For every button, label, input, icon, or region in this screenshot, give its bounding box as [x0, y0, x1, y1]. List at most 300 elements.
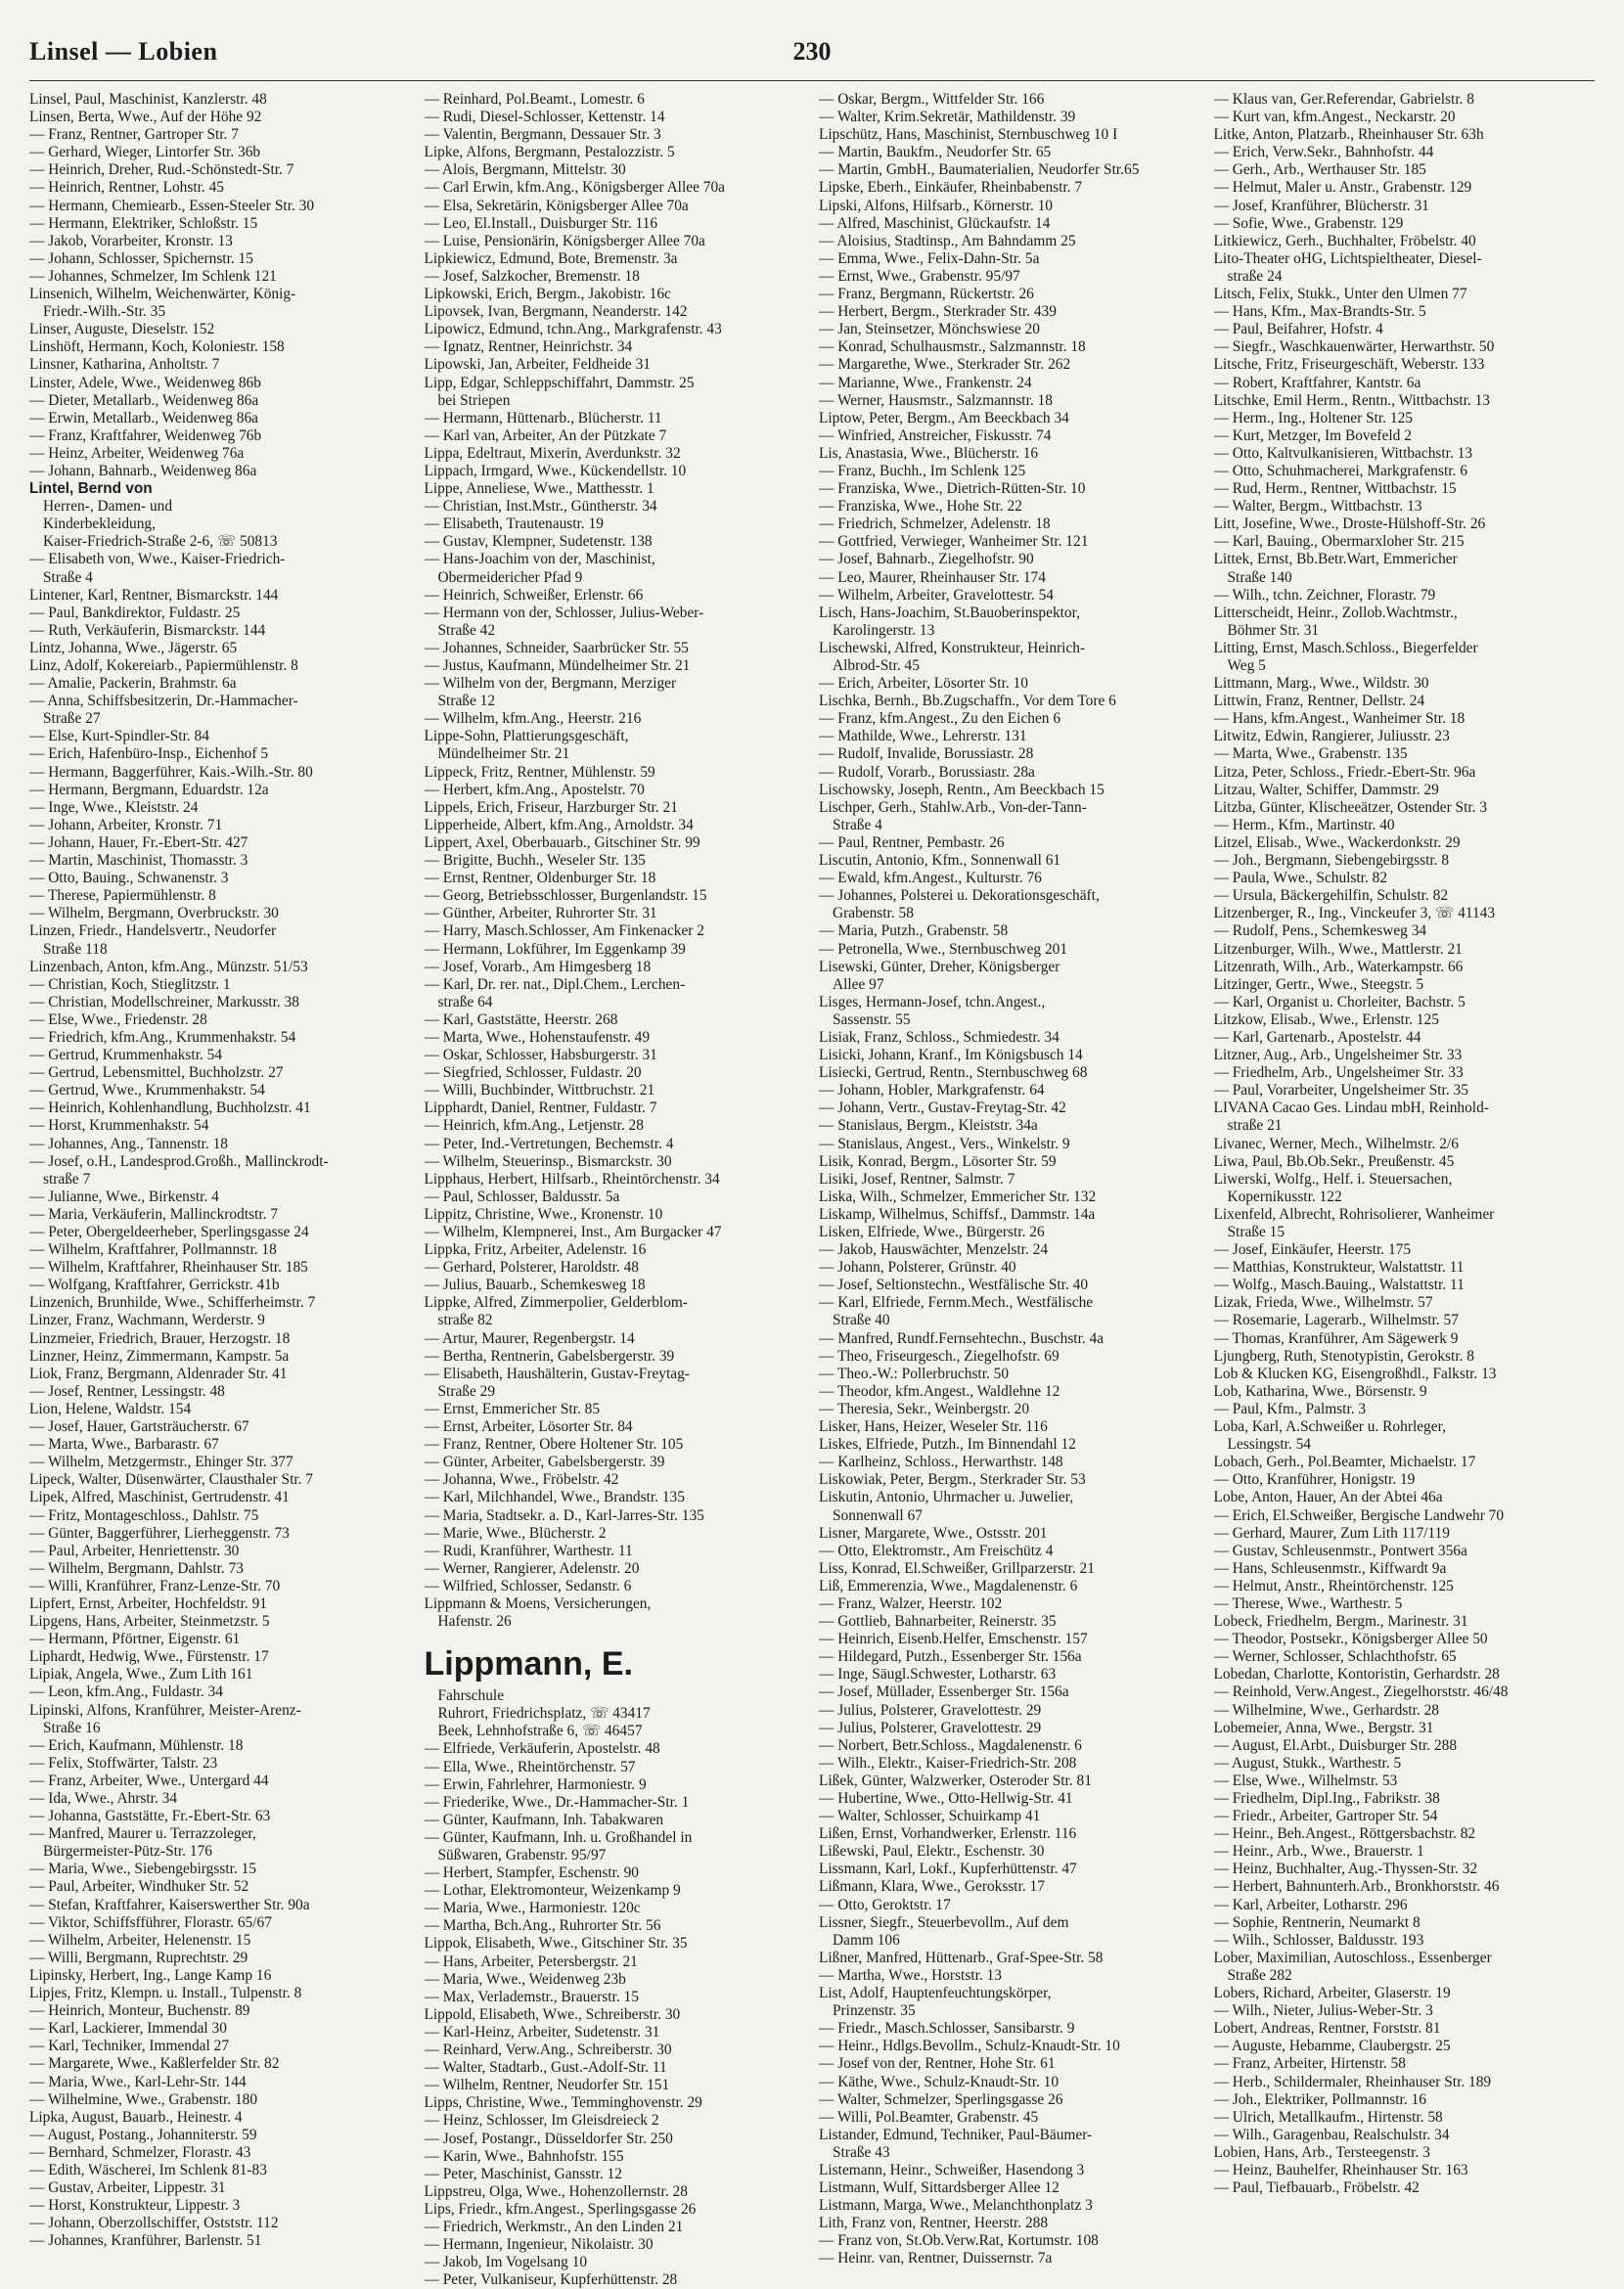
directory-entry: Livanec, Werner, Mech., Wilhelmstr. 2/6: [1213, 1135, 1459, 1152]
directory-entry: — Hermann, Lokführer, Im Eggenkamp 39: [424, 940, 686, 958]
directory-entry: Linster, Adele, Wwe., Weidenweg 86b: [29, 374, 261, 391]
directory-entry: Lippitz, Christine, Wwe., Kronenstr. 10: [424, 1205, 663, 1223]
directory-entry: — Oskar, Schlosser, Habsburgerstr. 31: [424, 1047, 657, 1064]
directory-entry: — Martin, Maschinist, Thomasstr. 3: [29, 852, 248, 870]
directory-entry: — Karl van, Arbeiter, An der Pützkate 7: [424, 426, 667, 444]
column-1: [29, 91, 411, 2289]
directory-entry: — Reinhard, Pol.Beamt., Lomestr. 6: [424, 91, 645, 108]
directory-entry: Lipphaus, Herbert, Hilfsarb., Rheintörchenstr. 34: [424, 1170, 720, 1188]
directory-entry: — Ernst, Arbeiter, Lösorter Str. 84: [424, 1418, 633, 1436]
directory-entry: — Maria, Wwe., Weidenweg 23b: [424, 1970, 626, 1988]
directory-entry: Lippka, Fritz, Arbeiter, Adelenstr. 16: [424, 1241, 647, 1259]
directory-entry: Karolingerstr. 13: [833, 621, 935, 639]
directory-entry: Linzmeier, Friedrich, Brauer, Herzogstr. 18: [29, 1329, 291, 1347]
directory-entry: — Else, Wwe., Wilhelmstr. 53: [1213, 1772, 1398, 1789]
directory-entry: Lipowicz, Edmund, tchn.Ang., Markgrafenstr. 43: [424, 321, 722, 338]
directory-entry: Litterscheidt, Heinr., Zollob.Wachtmstr.,: [1213, 604, 1458, 621]
directory-entry: Lißewski, Paul, Elektr., Eschenstr. 30: [819, 1843, 1045, 1861]
directory-entry: — Wilhelm, Bergmann, Overbruckstr. 30: [29, 905, 279, 922]
directory-entry: — Stefan, Kraftfahrer, Kaiserswerther Str. 90a: [29, 1896, 310, 1913]
directory-entry: — Hans, Schleusenmstr., Kiffwardt 9a: [1213, 1559, 1447, 1577]
directory-entry: — Johann, Polsterer, Grünstr. 40: [819, 1259, 1016, 1277]
directory-entry: — Herbert, Stampfer, Eschenstr. 90: [424, 1864, 639, 1882]
directory-columns: [29, 91, 1595, 2289]
directory-entry: Litzner, Aug., Arb., Ungelsheimer Str. 33: [1213, 1047, 1463, 1064]
directory-entry: — Wilhelm, Kraftfahrer, Rheinhauser Str. 185: [29, 1259, 308, 1277]
directory-entry: Litzba, Günter, Klischeeätzer, Ostender Str. 3: [1213, 798, 1488, 816]
directory-entry: Lipinsky, Herbert, Ing., Lange Kamp 16: [29, 1966, 272, 1984]
directory-entry: — Franz, Kraftfahrer, Weidenweg 76b: [29, 426, 262, 444]
directory-entry: Liskutin, Antonio, Uhrmacher u. Juwelier,: [819, 1489, 1074, 1506]
directory-entry: — Käthe, Wwe., Schulz-Knaudt-Str. 10: [819, 2073, 1060, 2090]
directory-entry: — Herbert, kfm.Ang., Apostelstr. 70: [424, 781, 645, 798]
directory-entry: Lisiak, Franz, Schloss., Schmiedestr. 34: [819, 1028, 1060, 1046]
directory-entry: — Theresia, Sekr., Weinbergstr. 20: [819, 1400, 1030, 1417]
directory-entry: — Elisabeth von, Wwe., Kaiser-Friedrich-: [29, 551, 286, 568]
directory-entry: Lippeck, Fritz, Rentner, Mühlenstr. 59: [424, 763, 655, 781]
directory-entry: — Rudolf, Pens., Schemkesweg 34: [1213, 922, 1427, 940]
directory-entry: — Wilhelm von der, Bergmann, Merziger: [424, 675, 677, 693]
directory-entry: — Paul, Kfm., Palmstr. 3: [1213, 1400, 1367, 1417]
directory-entry: — Maria, Stadtsekr. a. D., Karl-Jarres-Str. 135: [424, 1506, 704, 1524]
directory-entry: — Josef, Hauer, Gartsträucherstr. 67: [29, 1418, 249, 1436]
directory-entry: — Walter, Stadtarb., Gust.-Adolf-Str. 11: [424, 2059, 667, 2077]
directory-entry: — Marianne, Wwe., Frankenstr. 24: [819, 374, 1032, 391]
directory-entry: — Jan, Steinsetzer, Mönchswiese 20: [819, 321, 1040, 338]
directory-entry: Straße 282: [1227, 1966, 1292, 1984]
directory-entry: — Heinr., Hdlgs.Bevollm., Schulz-Knaudt-Str. 10: [819, 2038, 1120, 2055]
directory-entry: Lißen, Ernst, Vorhandwerker, Erlenstr. 116: [819, 1825, 1077, 1843]
directory-entry: straße 7: [43, 1170, 91, 1188]
directory-entry: — Artur, Maurer, Regenbergstr. 14: [424, 1329, 635, 1347]
directory-entry: — Julius, Bauarb., Schemkesweg 18: [424, 1277, 646, 1294]
directory-entry: — Karl, Bauing., Obermarxloher Str. 215: [1213, 533, 1465, 551]
directory-entry: — Herb., Schildermaler, Rheinhauser Str. 189: [1213, 2073, 1492, 2090]
directory-entry: — Hermann, Ingenieur, Nikolaistr. 30: [424, 2236, 654, 2254]
directory-entry: — Julianne, Wwe., Birkenstr. 4: [29, 1188, 219, 1205]
directory-entry: — Justus, Kaufmann, Mündelheimer Str. 21: [424, 657, 691, 674]
directory-entry: — Peter, Vulkaniseur, Kupferhüttenstr. 28: [424, 2271, 678, 2289]
directory-entry: Lion, Helene, Waldstr. 154: [29, 1400, 192, 1417]
directory-entry: — Friedrich, kfm.Ang., Krummenhakstr. 54: [29, 1028, 296, 1046]
directory-entry: — Leo, El.Install., Duisburger Str. 116: [424, 214, 658, 232]
directory-entry: — Johann, Hauer, Fr.-Ebert-Str. 427: [29, 833, 248, 851]
directory-entry: — Hans, Kfm., Max-Brandts-Str. 5: [1213, 303, 1426, 321]
directory-entry: Straße 16: [43, 1719, 101, 1736]
directory-entry: — Amalie, Packerin, Brahmstr. 6a: [29, 675, 237, 693]
directory-entry: Lisken, Elfriede, Wwe., Bürgerstr. 26: [819, 1224, 1045, 1240]
directory-entry: — Karin, Wwe., Bahnhofstr. 155: [424, 2147, 624, 2165]
directory-entry: — Gerhard, Wieger, Lintorfer Str. 36b: [29, 144, 261, 161]
directory-entry: — Marta, Wwe., Barbarastr. 67: [29, 1436, 219, 1454]
directory-entry: — Josef, Bahnarb., Ziegelhofstr. 90: [819, 551, 1034, 568]
directory-entry: Linser, Auguste, Dieselstr. 152: [29, 321, 215, 338]
directory-entry: Kaiser-Friedrich-Straße 2-6, ☏ 50813: [43, 533, 278, 551]
display-advertisement-name: Lippmann, E.: [424, 1645, 633, 1683]
directory-entry: Lober, Maximilian, Autoschloss., Essenberger: [1213, 1949, 1492, 1966]
directory-entry: Hafenstr. 26: [437, 1613, 512, 1631]
directory-entry: Lintel, Bernd von: [29, 480, 153, 498]
directory-entry: Lipkiewicz, Edmund, Bote, Bremenstr. 3a: [424, 249, 678, 267]
directory-entry: straße 21: [1227, 1117, 1283, 1135]
directory-entry: — Gertrud, Krummenhakstr. 54: [29, 1047, 223, 1064]
directory-entry: — Wilhelm, Klempnerei, Inst., Am Burgacker 47: [424, 1224, 722, 1240]
directory-entry: — Elsa, Sekretärin, Königsberger Allee 70a: [424, 197, 689, 214]
directory-entry: List, Adolf, Hauptenfeuchtungskörper,: [819, 1985, 1052, 2002]
directory-entry: Lixenfeld, Albrecht, Rohrisolierer, Wanheimer: [1213, 1205, 1495, 1223]
directory-entry: Lisker, Hans, Heizer, Weseler Str. 116: [819, 1418, 1048, 1436]
directory-entry: — Paul, Schlosser, Baldusstr. 5a: [424, 1188, 620, 1205]
directory-entry: — Friedrich, Werkmstr., An den Linden 21: [424, 2218, 684, 2235]
directory-entry: Litzau, Walter, Schiffer, Dammstr. 29: [1213, 781, 1439, 798]
directory-entry: — Wilhelm, Bergmann, Dahlstr. 73: [29, 1559, 244, 1577]
directory-entry: — Johann, Arbeiter, Kronstr. 71: [29, 816, 223, 833]
directory-entry: — Rudolf, Vorarb., Borussiastr. 28a: [819, 763, 1035, 781]
directory-entry: — Lothar, Elektromonteur, Weizenkamp 9: [424, 1882, 681, 1900]
directory-entry: Lisiecki, Gertrud, Rentn., Sternbuschweg 68: [819, 1064, 1088, 1082]
directory-entry: Lipek, Alfred, Maschinist, Gertrudenstr. 41: [29, 1489, 290, 1506]
directory-entry: Litke, Anton, Platzarb., Rheinhauser Str. 63h: [1213, 126, 1484, 144]
directory-entry: — Elisabeth, Trautenaustr. 19: [424, 516, 604, 533]
directory-entry: — Maria, Wwe., Siebengebirgsstr. 15: [29, 1861, 256, 1878]
directory-entry: Lipperheide, Albert, kfm.Ang., Arnoldstr. 34: [424, 816, 694, 833]
directory-entry: Lischewski, Alfred, Konstrukteur, Heinrich-: [819, 639, 1086, 656]
directory-entry: Litzinger, Gertr., Wwe., Steegstr. 5: [1213, 975, 1424, 993]
directory-entry: — Rudolf, Invalide, Borussiastr. 28: [819, 745, 1034, 763]
directory-entry: Straße 27: [43, 710, 101, 728]
directory-entry: Friedr.-Wilh.-Str. 35: [43, 303, 166, 321]
directory-entry: — Inge, Wwe., Kleiststr. 24: [29, 798, 199, 816]
directory-entry: — Otto, Kaltvulkanisieren, Wittbachstr. 13: [1213, 444, 1473, 462]
directory-entry: — Heinz, Bauhelfer, Rheinhauser Str. 163: [1213, 2161, 1468, 2178]
directory-entry: Lizak, Frieda, Wwe., Wilhelmstr. 57: [1213, 1294, 1433, 1312]
directory-entry: — Rudi, Kranführer, Warthestr. 11: [424, 1542, 633, 1559]
directory-entry: Linzenich, Brunhilde, Wwe., Schifferheimstr. 7: [29, 1294, 316, 1312]
directory-entry: — Erwin, Metallarb., Weidenweg 86a: [29, 409, 258, 426]
directory-entry: Lippe-Sohn, Plattierungsgeschäft,: [424, 728, 629, 745]
directory-entry: — Erich, Hafenbüro-Insp., Eichenhof 5: [29, 745, 269, 763]
directory-entry: — Alfred, Maschinist, Glückaufstr. 14: [819, 214, 1051, 232]
directory-entry: Weg 5: [1227, 657, 1266, 674]
directory-entry: Lito-Theater oHG, Lichtspieltheater, Diesel-: [1213, 249, 1482, 267]
directory-entry: — Rosemarie, Lagerarb., Wilhelmstr. 57: [1213, 1312, 1459, 1329]
directory-entry: Straße 29: [437, 1382, 496, 1400]
directory-entry: — Paul, Rentner, Pembastr. 26: [819, 833, 1005, 851]
directory-entry: — Helmut, Anstr., Rheintörchenstr. 125: [1213, 1577, 1454, 1594]
directory-entry: — Ursula, Bäckergehilfin, Schulstr. 82: [1213, 887, 1449, 905]
directory-entry: — Manfred, Maurer u. Terrazzoleger,: [29, 1825, 256, 1843]
directory-entry: — Heinrich, Kohlenhandlung, Buchholzstr. 41: [29, 1100, 311, 1117]
directory-entry: — Therese, Wwe., Warthestr. 5: [1213, 1594, 1403, 1612]
directory-entry: — Ella, Wwe., Rheintörchenstr. 57: [424, 1758, 636, 1775]
directory-entry: — Maria, Verkäuferin, Mallinckrodtstr. 7: [29, 1205, 279, 1223]
directory-entry: — Norbert, Betr.Schloss., Magdalenenstr. 6: [819, 1736, 1082, 1754]
directory-entry: — Heinz, Buchhalter, Aug.-Thyssen-Str. 32: [1213, 1861, 1478, 1878]
directory-entry: — Heinrich, Schweißer, Erlenstr. 66: [424, 586, 644, 604]
directory-entry: — Theo.-W.: Pollerbruchstr. 50: [819, 1365, 1010, 1382]
directory-entry: — Leon, kfm.Ang., Fuldastr. 34: [29, 1683, 223, 1701]
directory-entry: Fahrschule: [437, 1687, 505, 1705]
directory-entry: — Hermann, Hüttenarb., Blücherstr. 11: [424, 409, 662, 426]
directory-entry: — Wilhelm, kfm.Ang., Heerstr. 216: [424, 710, 642, 728]
directory-entry: — Margarete, Wwe., Kaßlerfelder Str. 82: [29, 2055, 280, 2073]
directory-entry: — Peter, Obergeldeerheber, Sperlingsgasse 24: [29, 1224, 309, 1240]
directory-entry: — Kurt van, kfm.Angest., Neckarstr. 20: [1213, 109, 1456, 126]
directory-entry: — Joh., Bergmann, Siebengebirgsstr. 8: [1213, 852, 1450, 870]
directory-entry: Lippert, Axel, Oberbauarb., Gitschiner Str. 99: [424, 833, 700, 851]
directory-entry: — Hermann, Chemiearb., Essen-Steeler Str. 30: [29, 197, 315, 214]
directory-entry: — Günther, Arbeiter, Ruhrorter Str. 31: [424, 905, 657, 922]
directory-entry: Lisewski, Günter, Dreher, Königsberger: [819, 958, 1060, 975]
directory-entry: — Heinz, Arbeiter, Weidenweg 76a: [29, 444, 245, 462]
directory-entry: Lippmann & Moens, Versicherungen,: [424, 1594, 652, 1612]
page-number: 230: [792, 37, 832, 66]
directory-entry: — Walter, Schlosser, Schuirkamp 41: [819, 1808, 1041, 1825]
directory-entry: — Martin, GmbH., Baumaterialien, Neudorfer Str.65: [819, 161, 1140, 179]
directory-entry: Straße 12: [437, 693, 496, 710]
directory-entry: — Karl, Arbeiter, Lotharstr. 296: [1213, 1896, 1408, 1913]
directory-entry: — Otto, Kranführer, Honigstr. 19: [1213, 1471, 1416, 1489]
directory-entry: Listmann, Marga, Wwe., Melanchthonplatz 3: [819, 2197, 1093, 2215]
directory-entry: — Paul, Arbeiter, Windhuker Str. 52: [29, 1878, 249, 1896]
directory-entry: — Alois, Bergmann, Mittelstr. 30: [424, 161, 626, 179]
directory-entry: — Hildegard, Putzh., Essenberger Str. 156a: [819, 1648, 1082, 1666]
directory-entry: — Wolfg., Masch.Bauing., Walstattstr. 11: [1213, 1277, 1465, 1294]
directory-entry: Straße 140: [1227, 568, 1292, 586]
directory-entry: — Wilhelm, Metzgermstr., Ehinger Str. 377: [29, 1454, 293, 1471]
directory-entry: — Herm., Ing., Holtener Str. 125: [1213, 409, 1413, 426]
directory-entry: — Willi, Pol.Beamter, Grabenstr. 45: [819, 2108, 1039, 2126]
directory-entry: Lipps, Christine, Wwe., Temminghovenstr. 29: [424, 2094, 702, 2112]
directory-entry: — Ulrich, Metallkaufm., Hirtenstr. 58: [1213, 2108, 1443, 2126]
column-3: [819, 91, 1200, 2289]
directory-entry: Listemann, Heinr., Schweißer, Hasendong 3: [819, 2161, 1085, 2178]
directory-entry: — Franz, Buchh., Im Schlenk 125: [819, 462, 1026, 479]
directory-entry: Litzel, Elisab., Wwe., Wackerdonkstr. 29: [1213, 833, 1461, 851]
directory-entry: — Josef, Vorarb., Am Himgesberg 18: [424, 958, 652, 975]
directory-entry: — Ida, Wwe., Ahrstr. 34: [29, 1790, 178, 1807]
directory-entry: — Karl, Gaststätte, Heerstr. 268: [424, 1010, 618, 1028]
directory-entry: — Anna, Schiffsbesitzerin, Dr.-Hammacher-: [29, 693, 298, 710]
directory-entry: Sassenstr. 55: [833, 1010, 911, 1028]
directory-entry: Lippold, Elisabeth, Wwe., Schreiberstr. 30: [424, 2005, 681, 2023]
directory-entry: Litzenberger, R., Ing., Vinckeufer 3, ☏ 41143: [1213, 905, 1496, 922]
directory-entry: Lobeck, Friedhelm, Bergm., Marinestr. 31: [1213, 1613, 1468, 1631]
directory-entry: Litza, Peter, Schloss., Friedr.-Ebert-Str. 96a: [1213, 763, 1476, 781]
directory-entry: — Günter, Kaufmann, Inh. Tabakwaren: [424, 1811, 664, 1828]
directory-entry: — Marta, Wwe., Hohenstaufenstr. 49: [424, 1028, 651, 1046]
directory-entry: Liskamp, Wilhelmus, Schiffsf., Dammstr. 14a: [819, 1205, 1096, 1223]
directory-entry: Loba, Karl, A.Schweißer u. Rohrleger,: [1213, 1418, 1446, 1436]
directory-entry: — Gerhard, Polsterer, Haroldstr. 48: [424, 1259, 640, 1277]
directory-entry: Liphardt, Hedwig, Wwe., Fürstenstr. 17: [29, 1648, 269, 1666]
directory-entry: — Joh., Elektriker, Pollmannstr. 16: [1213, 2090, 1426, 2108]
directory-entry: — Heinr., Beh.Angest., Röttgersbachstr. 82: [1213, 1825, 1476, 1843]
directory-entry: Littmann, Marg., Wwe., Wildstr. 30: [1213, 675, 1429, 693]
directory-entry: — Wolfgang, Kraftfahrer, Gerrickstr. 41b: [29, 1277, 280, 1294]
directory-entry: — Luise, Pensionärin, Königsberger Allee 70a: [424, 232, 705, 249]
directory-entry: — Bertha, Rentnerin, Gabelsbergerstr. 39: [424, 1347, 675, 1365]
directory-entry: Lippok, Elisabeth, Wwe., Gitschiner Str. 35: [424, 1935, 688, 1952]
directory-entry: — Ernst, Emmericher Str. 85: [424, 1400, 601, 1417]
directory-entry: — Willi, Buchbinder, Wittbruchstr. 21: [424, 1082, 655, 1100]
directory-entry: — Gottfried, Verwieger, Wanheimer Str. 121: [819, 533, 1089, 551]
directory-entry: Lißmann, Klara, Wwe., Geroksstr. 17: [819, 1878, 1045, 1896]
directory-entry: Linshöft, Hermann, Koch, Koloniestr. 158: [29, 338, 285, 356]
directory-entry: Damm 106: [833, 1931, 900, 1949]
directory-entry: — August, Stukk., Warthestr. 5: [1213, 1754, 1402, 1772]
directory-entry: — Jakob, Im Vogelsang 10: [424, 2254, 588, 2271]
directory-entry: — Otto, Schuhmacherei, Markgrafenstr. 6: [1213, 462, 1467, 479]
directory-entry: LIVANA Cacao Ges. Lindau mbH, Reinhold-: [1213, 1100, 1489, 1117]
directory-entry: — Paul, Bankdirektor, Fuldastr. 25: [29, 604, 241, 621]
directory-entry: Lobemeier, Anna, Wwe., Bergstr. 31: [1213, 1719, 1434, 1736]
directory-entry: straße 82: [437, 1312, 493, 1329]
directory-entry: — Horst, Konstrukteur, Lippestr. 3: [29, 2197, 241, 2215]
directory-entry: — Werner, Rangierer, Adelenstr. 20: [424, 1559, 640, 1577]
directory-entry: — Marta, Wwe., Grabenstr. 135: [1213, 745, 1408, 763]
directory-entry: — Theodor, kfm.Angest., Waldlehne 12: [819, 1382, 1060, 1400]
directory-entry: — Paul, Arbeiter, Henriettenstr. 30: [29, 1542, 240, 1559]
directory-entry: Litzkow, Elisab., Wwe., Erlenstr. 125: [1213, 1010, 1439, 1028]
directory-entry: — Klaus van, Ger.Referendar, Gabrielstr. 8: [1213, 91, 1474, 108]
directory-entry: Süßwaren, Grabenstr. 95/97: [437, 1847, 607, 1863]
directory-entry: — Karl, Dr. rer. nat., Dipl.Chem., Lerchen-: [424, 975, 686, 993]
directory-entry: Lippe, Anneliese, Wwe., Matthesstr. 1: [424, 480, 654, 498]
directory-entry: — Josef, Müllader, Essenberger Str. 156a: [819, 1683, 1069, 1701]
directory-entry: Linzen, Friedr., Handelsvertr., Neudorfer: [29, 922, 277, 940]
directory-entry: Lipske, Eberh., Einkäufer, Rheinbabenstr. 7: [819, 179, 1083, 197]
directory-entry: Linzer, Franz, Wachmann, Werderstr. 9: [29, 1312, 265, 1329]
directory-entry: Lippke, Alfred, Zimmerpolier, Gelderblom-: [424, 1294, 688, 1312]
directory-entry: — Therese, Papiermühlenstr. 8: [29, 887, 216, 905]
directory-entry: Lob, Katharina, Wwe., Börsenstr. 9: [1213, 1382, 1427, 1400]
directory-entry: — Heinrich, Monteur, Buchenstr. 89: [29, 2002, 250, 2020]
directory-entry: Lippels, Erich, Friseur, Harzburger Str. 21: [424, 798, 678, 816]
directory-entry: Lissmann, Karl, Lokf., Kupferhüttenstr. 47: [819, 1861, 1077, 1878]
directory-entry: Linz, Adolf, Kokereiarb., Papiermühlenstr. 8: [29, 657, 298, 674]
directory-entry: — Edith, Wäscherei, Im Schlenk 81-83: [29, 2161, 267, 2178]
directory-entry: — Otto, Bauing., Schwanenstr. 3: [29, 870, 229, 887]
directory-entry: — Thomas, Kranführer, Am Sägewerk 9: [1213, 1329, 1459, 1347]
directory-entry: — Sophie, Rentnerin, Neumarkt 8: [1213, 1913, 1421, 1931]
directory-entry: Lipschütz, Hans, Maschinist, Sternbuschweg 10 I: [819, 126, 1118, 144]
directory-entry: — Wilh., Schlosser, Baldusstr. 193: [1213, 1931, 1424, 1949]
directory-entry: — Karl-Heinz, Arbeiter, Sudetenstr. 31: [424, 2023, 660, 2041]
directory-entry: — Theodor, Postsekr., Königsberger Allee 50: [1213, 1631, 1488, 1648]
directory-entry: — Gerhard, Maurer, Zum Lith 117/119: [1213, 1524, 1450, 1542]
directory-entry: — Friedrich, Schmelzer, Adelenstr. 18: [819, 516, 1051, 533]
directory-entry: — Horst, Krummenhakstr. 54: [29, 1117, 209, 1135]
directory-entry: Linsner, Katharina, Anholtstr. 7: [29, 356, 220, 374]
column-4: [1214, 91, 1596, 2289]
directory-entry: Lips, Friedr., kfm.Angest., Sperlingsgasse 26: [424, 2200, 697, 2218]
directory-entry: Liska, Wilh., Schmelzer, Emmericher Str. 132: [819, 1188, 1097, 1205]
directory-entry: — Matthias, Konstrukteur, Walstattstr. 11: [1213, 1259, 1465, 1277]
directory-entry: Lobach, Gerh., Pol.Beamter, Michaelstr. 17: [1213, 1454, 1476, 1471]
directory-entry: Kopernikusstr. 122: [1227, 1188, 1342, 1205]
directory-entry: — August, Postang., Johanniterstr. 59: [29, 2126, 257, 2143]
directory-entry: — Friederike, Wwe., Dr.-Hammacher-Str. 1: [424, 1793, 690, 1811]
directory-entry: Litwitz, Edwin, Rangierer, Juliusstr. 23: [1213, 728, 1450, 745]
directory-entry: — Peter, Maschinist, Gansstr. 12: [424, 2165, 622, 2182]
directory-entry: — Günter, Arbeiter, Gabelsbergerstr. 39: [424, 1454, 665, 1471]
directory-entry: — Helmut, Maler u. Anstr., Grabenstr. 129: [1213, 179, 1472, 197]
directory-entry: — Brigitte, Buchh., Weseler Str. 135: [424, 852, 646, 870]
directory-entry: Liwerski, Wolfg., Helf. i. Steuersachen,: [1213, 1170, 1453, 1188]
directory-entry: — Karl, Organist u. Chorleiter, Bachstr. 5: [1213, 993, 1466, 1010]
directory-entry: Beek, Lehnhofstraße 6, ☏ 46457: [437, 1723, 643, 1740]
directory-entry: — Heinrich, Rentner, Lohstr. 45: [29, 179, 224, 197]
directory-entry: — Gustav, Klempner, Sudetenstr. 138: [424, 533, 653, 551]
directory-entry: — Franziska, Wwe., Hohe Str. 22: [819, 498, 1022, 516]
directory-entry: — Felix, Stoffwärter, Talstr. 23: [29, 1754, 218, 1772]
directory-entry: — Johann, Bahnarb., Weidenweg 86a: [29, 462, 257, 479]
directory-entry: Lipjes, Fritz, Klempn. u. Install., Tulpenstr. 8: [29, 1985, 302, 2002]
directory-entry: — Hans, kfm.Angest., Wanheimer Str. 18: [1213, 710, 1466, 728]
directory-entry: — Johannes, Ang., Tannenstr. 18: [29, 1135, 228, 1152]
directory-entry: — Hans, Arbeiter, Petersbergstr. 21: [424, 1952, 638, 1970]
directory-entry: Linzenbach, Anton, kfm.Ang., Münzstr. 51/53: [29, 958, 308, 975]
directory-entry: Prinzenstr. 35: [833, 2002, 916, 2020]
directory-entry: — Karl, Lackierer, Immendal 30: [29, 2020, 227, 2038]
running-head: Linsel — Lobien: [29, 37, 218, 66]
directory-entry: Liok, Franz, Bergmann, Aldenrader Str. 41: [29, 1365, 288, 1382]
directory-entry: — Ewald, kfm.Angest., Kulturstr. 76: [819, 870, 1042, 887]
directory-entry: — Hermann von der, Schlosser, Julius-Weber-: [424, 604, 704, 621]
directory-entry: — Josef von der, Rentner, Hohe Str. 61: [819, 2055, 1056, 2073]
directory-entry: — Johanna, Wwe., Fröbelstr. 42: [424, 1471, 619, 1489]
directory-entry: Listander, Edmund, Techniker, Paul-Bäumer-: [819, 2126, 1093, 2143]
directory-entry: Lisch, Hans-Joachim, St.Bauoberinspektor,: [819, 604, 1080, 621]
directory-entry: Linzner, Heinz, Zimmermann, Kampstr. 5a: [29, 1347, 290, 1365]
directory-entry: Liskes, Elfriede, Putzh., Im Binnendahl 12: [819, 1436, 1076, 1454]
directory-entry: Lissner, Siegfr., Steuerbevollm., Auf dem: [819, 1913, 1069, 1931]
directory-entry: — Franz, Rentner, Obere Holtener Str. 105: [424, 1436, 684, 1454]
directory-entry: — Wilhelmine, Wwe., Gerhardstr. 28: [1213, 1701, 1439, 1719]
directory-entry: — Josef, Einkäufer, Heerstr. 175: [1213, 1241, 1412, 1259]
directory-entry: Liskowiak, Peter, Bergm., Sterkrader Str. 53: [819, 1471, 1086, 1489]
directory-entry: — Hans-Joachim von der, Maschinist,: [424, 551, 655, 568]
directory-entry: Lisiki, Josef, Rentner, Salmstr. 7: [819, 1170, 1015, 1188]
directory-entry: Lipkowski, Erich, Bergm., Jakobistr. 16c: [424, 286, 671, 303]
directory-entry: — Maria, Putzh., Grabenstr. 58: [819, 922, 1009, 940]
directory-entry: Lipgens, Hans, Arbeiter, Steinmetzstr. 5: [29, 1613, 270, 1631]
directory-entry: Lintz, Johanna, Wwe., Jägerstr. 65: [29, 639, 238, 656]
directory-entry: Bürgermeister-Pütz-Str. 176: [43, 1843, 212, 1861]
directory-entry: Lipowski, Jan, Arbeiter, Feldheide 31: [424, 356, 651, 374]
directory-entry: bei Striepen: [437, 391, 511, 409]
directory-entry: — Hermann, Elektriker, Schloßstr. 15: [29, 214, 258, 232]
directory-entry: — Gerh., Arb., Werthauser Str. 185: [1213, 161, 1426, 179]
directory-entry: — Friedr., Masch.Schlosser, Sansibarstr. 9: [819, 2020, 1075, 2038]
directory-entry: — Petronella, Wwe., Sternbuschweg 201: [819, 940, 1068, 958]
directory-entry: Lippa, Edeltraut, Mixerin, Averdunkstr. 32: [424, 444, 681, 462]
directory-entry: Lith, Franz von, Rentner, Heerstr. 288: [819, 2215, 1049, 2232]
directory-entry: — Heinrich, Dreher, Rud.-Schönstedt-Str. 7: [29, 161, 294, 179]
directory-entry: — Paul, Vorarbeiter, Ungelsheimer Str. 35: [1213, 1082, 1468, 1100]
directory-entry: Lis, Anastasia, Wwe., Blücherstr. 16: [819, 444, 1039, 462]
directory-entry: — Johannes, Kranführer, Barlenstr. 51: [29, 2232, 262, 2250]
directory-entry: — Leo, Maurer, Rheinhauser Str. 174: [819, 568, 1046, 586]
directory-entry: — Ernst, Wwe., Grabenstr. 95/97: [819, 267, 1020, 285]
directory-entry: — Johannes, Schneider, Saarbrücker Str. 55: [424, 639, 689, 656]
directory-entry: — Johann, Schlosser, Spichernstr. 15: [29, 249, 253, 267]
directory-entry: Lisicki, Johann, Kranf., Im Königsbusch 14: [819, 1047, 1083, 1064]
directory-entry: Liwa, Paul, Bb.Ob.Sekr., Preußenstr. 45: [1213, 1152, 1455, 1170]
directory-entry: — Erich, Kaufmann, Mühlenstr. 18: [29, 1736, 244, 1754]
directory-entry: — Josef, Seltionstechn., Westfälische Str. 40: [819, 1277, 1089, 1294]
